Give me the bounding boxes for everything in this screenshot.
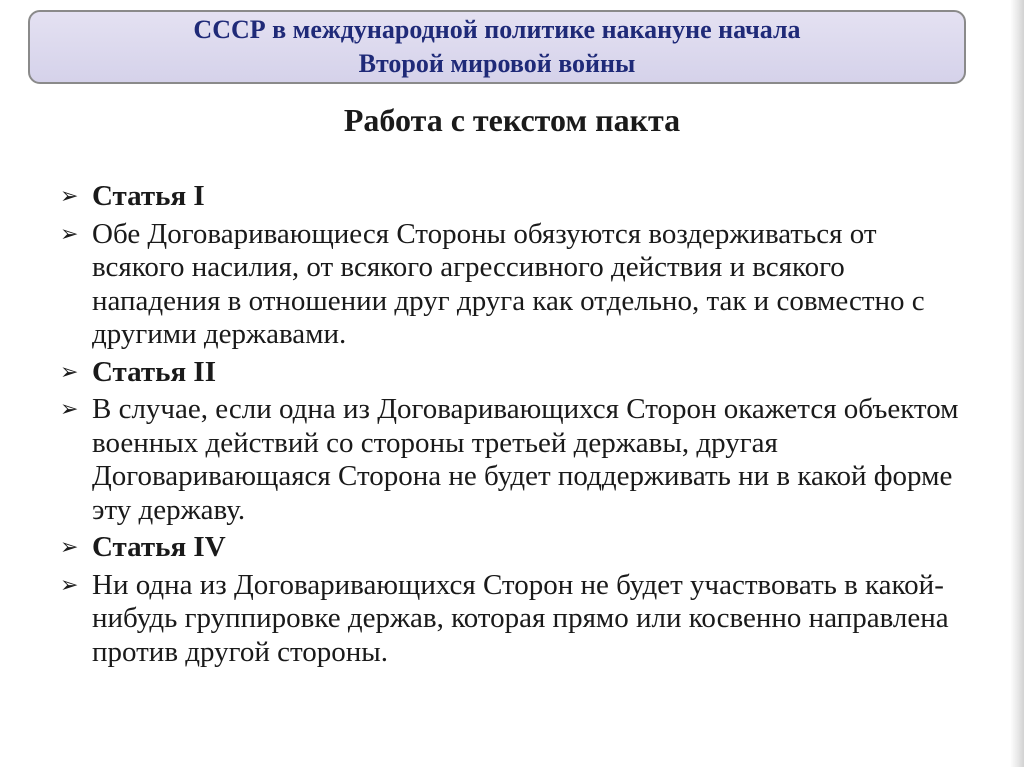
arrowhead-bullet-icon: ➢ — [60, 359, 79, 385]
arrowhead-bullet-icon: ➢ — [60, 221, 79, 247]
list-item-article-2-heading — [60, 356, 960, 390]
slide-title — [193, 13, 800, 81]
list-item-text: Статья I — [92, 180, 205, 212]
list-item-article-4-heading — [60, 531, 960, 565]
list-item-article-4-body — [60, 569, 960, 670]
arrowhead-bullet-icon: ➢ — [60, 397, 79, 422]
title-banner — [28, 10, 966, 84]
pact-articles-list — [60, 180, 960, 673]
list-item-article-1-body — [60, 218, 960, 352]
slide-subtitle: Работа с текстом пакта — [343, 102, 681, 138]
slide-title-line-2: Второй мировой войны — [358, 49, 636, 78]
arrowhead-bullet-icon: ➢ — [60, 572, 79, 598]
slide-title-line-1: СССР в международной политике накануне начала — [193, 15, 801, 44]
list-item-text: Ни одна из Договаривающихся Сторон не будет участвовать в какой-нибудь группировке держав, которая прямо или косвенно направлена против другой стороны. — [92, 568, 949, 668]
arrowhead-bullet-icon: ➢ — [60, 184, 79, 209]
list-item-text: Обе Договаривающиеся Стороны обязуются воздерживаться от всякого насилия, от всякого агрессивного действия и всякого нападения в отношении друг друга как отдельно, так и совместно с другими державами. — [92, 217, 925, 350]
list-item-text: Статья II — [92, 355, 217, 388]
arrowhead-bullet-icon: ➢ — [60, 535, 79, 560]
list-item-article-1-heading — [60, 180, 960, 214]
list-item-article-2-body — [60, 393, 960, 527]
list-item-text: В случае, если одна из Договаривающихся Сторон окажется объектом военных действий со стороны третьей державы, другая Договаривающаяся Сторона не будет поддерживать ни в какой форме эту державу. — [92, 393, 959, 526]
list-item-text: Статья IV — [92, 531, 226, 563]
